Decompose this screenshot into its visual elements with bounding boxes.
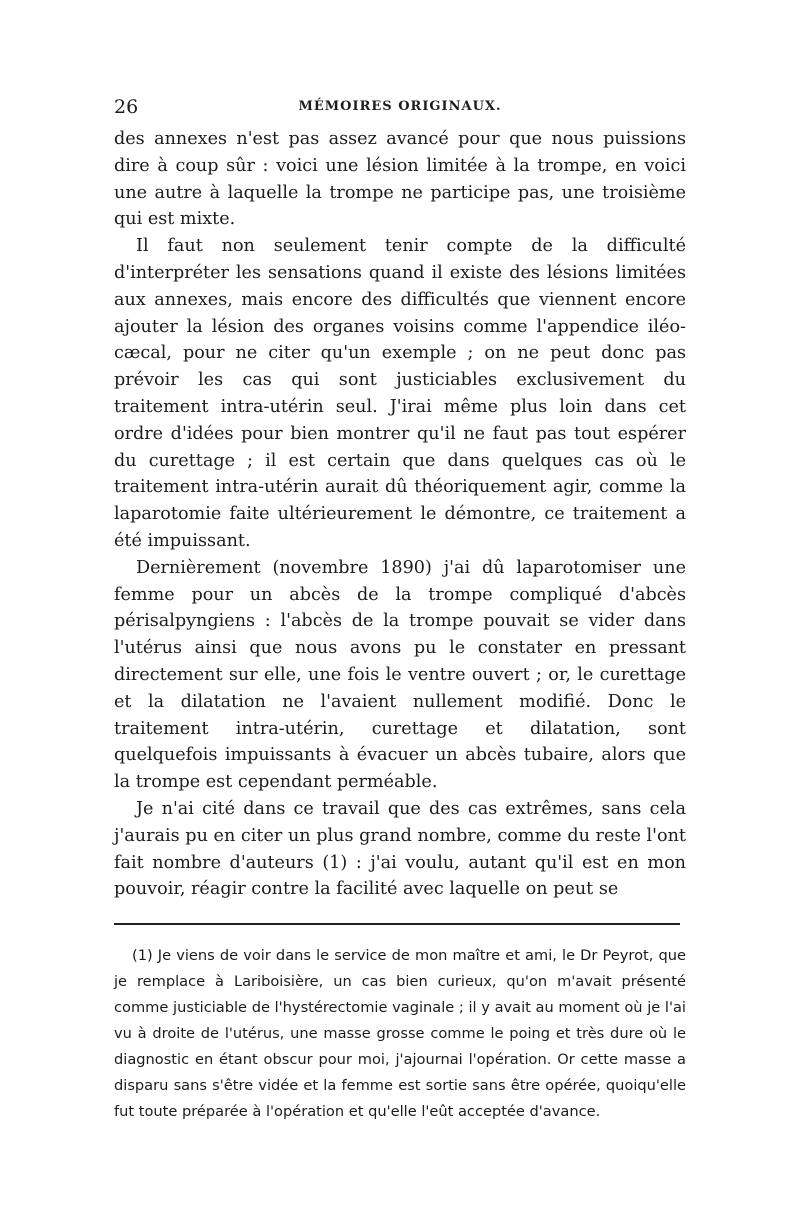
running-title: MÉMOIRES ORIGINAUX. bbox=[298, 99, 502, 114]
paragraph-interpretation: Il faut non seulement tenir compte de la difficulté d'interpréter les sensations quand il existe des lésions limitées aux annexes, mais encore des difficultés que viennent encore ajouter la lésion des organes voisins comme l'appendice iléo-cæcal, pour ne citer qu'un exemple ; on ne peut donc pas prévoir les cas qui sont justiciables exclusivement du traitement intra-utérin seul. J'irai même plus loin dans cet ordre d'idées pour bien montrer qu'il ne faut pas tout espérer du curettage ; il est certain que dans quelques cas où le traitement intra-utérin aurait dû théoriquement agir, comme la laparotomie faite ultérieurement le démontre, ce traitement a été impuissant. bbox=[114, 236, 686, 551]
page-number: 26 bbox=[114, 96, 139, 118]
paragraph-continuation: des annexes n'est pas assez avancé pour que nous puissions dire à coup sûr : voici une lésion limitée à la trompe, en voici une autre à laquelle la trompe ne participe pas, une troisième qui est mixte. bbox=[114, 129, 686, 230]
body-text bbox=[114, 126, 686, 903]
paragraph-extreme-cases: Je n'ai cité dans ce travail que des cas extrêmes, sans cela j'aurais pu en citer un plus grand nombre, comme du reste l'ont fait nombre d'auteurs (1) : j'ai voulu, autant qu'il est en mon pouvoir, réagir contre la facilité avec laquelle on peut se bbox=[114, 798, 686, 900]
running-head bbox=[114, 96, 686, 126]
footnote: (1) Je viens de voir dans le service de mon maître et ami, le Dr Peyrot, que je remplace à Lariboisière, un cas bien curieux, qu'on m'avait présenté comme justiciable de l'hystérectomie vaginale ; il y avait au moment où je l'ai vu à droite de l'utérus, une masse grosse comme le poing et très dure où le diagnostic en étant obscur pour moi, j'ajournai l'opération. Or cette masse a disparu sans s'être vidée et la femme est sortie sans être opérée, quoiqu'elle fut toute préparée à l'opération et qu'elle l'eût acceptée d'avance. bbox=[114, 947, 686, 1121]
footnote-divider bbox=[114, 923, 680, 925]
book-page bbox=[114, 96, 686, 1125]
paragraph-case-november-1890: Dernièrement (novembre 1890) j'ai dû laparotomiser une femme pour un abcès de la trompe compliqué d'abcès périsalpyngiens : l'abcès de la trompe pouvait se vider dans l'utérus ainsi que nous avons pu le constater en pressant directement sur elle, une fois le ventre ouvert ; or, le curettage et la dilatation ne l'avaient nullement modifié. Donc le traitement intra-utérin, curettage et dilatation, sont quelquefois impuissants à évacuer un abcès tubaire, alors que la trompe est cependant perméable. bbox=[114, 557, 686, 793]
